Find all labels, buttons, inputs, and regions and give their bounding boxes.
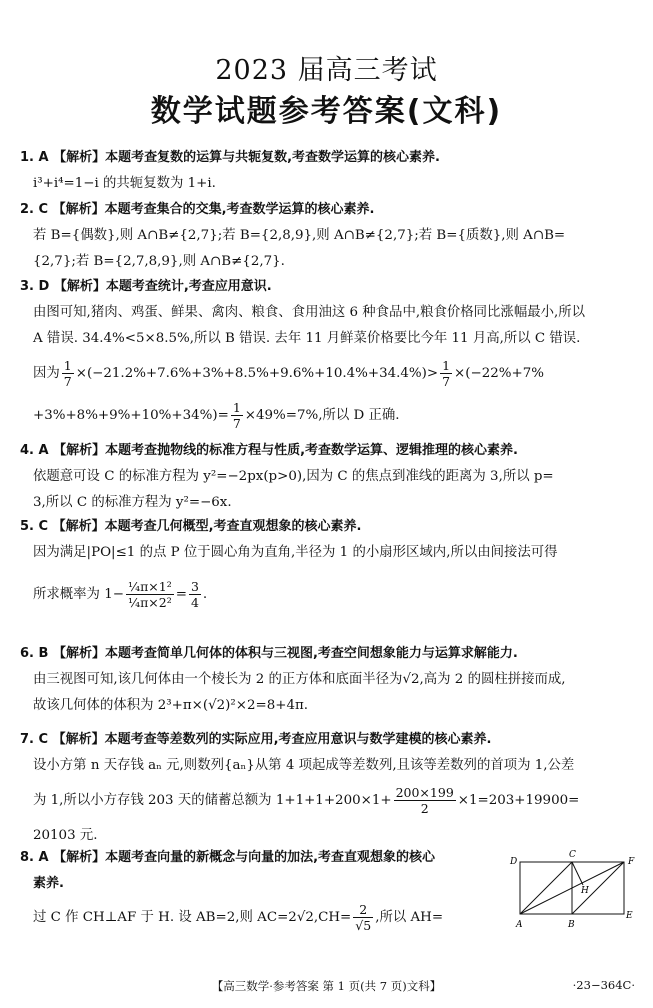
q8-heading-2: 素养. xyxy=(33,876,64,891)
q8-line-1: 过 C 作 CH⊥AF 于 H. 设 AB=2,则 AC=2√2,CH= $\frac{2}{√5}$ ,所以 AH= xyxy=(33,902,444,933)
q6-line-1: 由三视图可知,该几何体由一个棱长为 2 的正方体和底面半径为√2,高为 2 的圆柱拼接而成, xyxy=(33,672,566,687)
q4-heading: 4. A 【解析】本题考查抛物线的标准方程与性质,考查数学运算、逻辑推理的核心素养. xyxy=(20,443,518,458)
question-1 xyxy=(20,145,645,197)
q4-line-1: 依题意可设 C 的标准方程为 y²=−2px(p>0),因为 C 的焦点到准线的距离为 3,所以 p= xyxy=(33,469,554,484)
q5-line-2: 所求概率为 1− $\frac{\text{¼π×1²}}{\text{¼π×2²}}$ = $\frac{3}{4}$ . xyxy=(33,579,208,610)
q2-heading: 2. C 【解析】本题考查集合的交集,考查数学运算的核心素养. xyxy=(20,202,375,217)
q5-line-1: 因为满足|PO|≤1 的点 P 位于圆心角为直角,半径为 1 的小扇形区域内,所以由间接法可得 xyxy=(33,545,558,560)
question-5 xyxy=(20,514,645,624)
fraction-one-seventh: $\frac{1}{7}$ xyxy=(442,358,451,389)
q7-line-3: 20103 元. xyxy=(33,828,98,843)
label-c: C xyxy=(569,850,576,860)
label-h: H xyxy=(581,886,589,896)
q2-line-1: 若 B={偶数},则 A∩B≠{2,7};若 B={2,8,9},则 A∩B≠{2,7};若 B={质数},则 A∩B= xyxy=(33,228,566,243)
q2-line-2: {2,7};若 B={2,7,8,9},则 A∩B≠{2,7}. xyxy=(33,254,285,269)
q8-rectangle-figure xyxy=(508,848,643,930)
q6-heading: 6. B 【解析】本题考查简单几何体的体积与三视图,考查空间想象能力与运算求解能力. xyxy=(20,646,518,661)
question-8 xyxy=(20,845,510,939)
q3-line-4: +3%+8%+9%+10%+34%)= $\frac{1}{7}$ ×49%=7%,所以 D 正确. xyxy=(33,400,400,431)
footer-center: 【高三数学·参考答案 第 1 页(共 7 页)文科】 xyxy=(211,979,442,993)
label-d: D xyxy=(510,857,518,867)
fraction-one-seventh: $\frac{1}{7}$ xyxy=(63,358,72,389)
footer-code: ·23−364C· xyxy=(572,978,635,992)
q7-line-2: 为 1,所以小方存钱 203 天的储蓄总额为 1+1+1+200×1+ $\frac{200\times 199}{2}$ ×1=203+19900= xyxy=(33,785,580,816)
result-fraction: $\frac{3}{4}$ xyxy=(190,579,199,610)
label-f: F xyxy=(628,857,635,867)
q3-line-1: 由图可知,猪肉、鸡蛋、鲜果、禽肉、粮食、食用油这 6 种食品中,粮食价格同比涨幅最小,所以 xyxy=(33,305,586,320)
question-3 xyxy=(20,274,645,436)
question-7 xyxy=(20,727,645,849)
q3-line-3: 因为 $\frac{1}{7}$ ×(−21.2%+7.6%+3%+8.5%+9.6%+10.4%+34.4%)> $\frac{1}{7}$ ×(−22%+7% xyxy=(33,358,544,389)
q1-line: i³+i⁴=1−i 的共轭复数为 1+i. xyxy=(33,176,216,191)
sum-fraction: $\frac{200\times 199}{2}$ xyxy=(395,785,454,816)
exam-title: 2023 届高三考试 xyxy=(215,55,438,86)
ch-fraction: $\frac{2}{√5}$ xyxy=(355,902,372,933)
question-2 xyxy=(20,197,645,275)
q6-line-2: 故该几何体的体积为 2³+π×(√2)²×2=8+4π. xyxy=(33,698,309,713)
q7-line-1: 设小方第 n 天存钱 aₙ 元,则数列{aₙ}从第 4 项起成等差数列,且该等差数列的首项为 1,公差 xyxy=(33,758,575,773)
fraction-one-seventh: $\frac{1}{7}$ xyxy=(232,400,241,431)
label-b: B xyxy=(568,920,575,930)
q4-line-2: 3,所以 C 的标准方程为 y²=−6x. xyxy=(33,495,232,510)
question-4 xyxy=(20,438,645,516)
question-6 xyxy=(20,641,645,719)
label-e: E xyxy=(626,911,633,921)
q5-heading: 5. C 【解析】本题考查几何概型,考查直观想象的核心素养. xyxy=(20,519,362,534)
q1-heading: 1. A 【解析】本题考查复数的运算与共轭复数,考查数学运算的核心素养. xyxy=(20,150,440,165)
probability-fraction: $\frac{\text{¼π×1²}}{\text{¼π×2²}}$ xyxy=(127,579,172,610)
q3-line-2: A 错误. 34.4%<5×8.5%,所以 B 错误. 去年 11 月鲜菜价格要比今年 11 月高,所以 C 错误. xyxy=(33,331,581,346)
answer-key-title: 数学试题参考答案(文科) xyxy=(150,94,503,129)
q8-heading-1: 8. A 【解析】本题考查向量的新概念与向量的加法,考查直观想象的核心 xyxy=(20,850,436,865)
label-a: A xyxy=(516,920,523,930)
q7-heading: 7. C 【解析】本题考查等差数列的实际应用,考查应用意识与数学建模的核心素养. xyxy=(20,732,492,747)
q3-heading: 3. D 【解析】本题考查统计,考查应用意识. xyxy=(20,279,272,294)
